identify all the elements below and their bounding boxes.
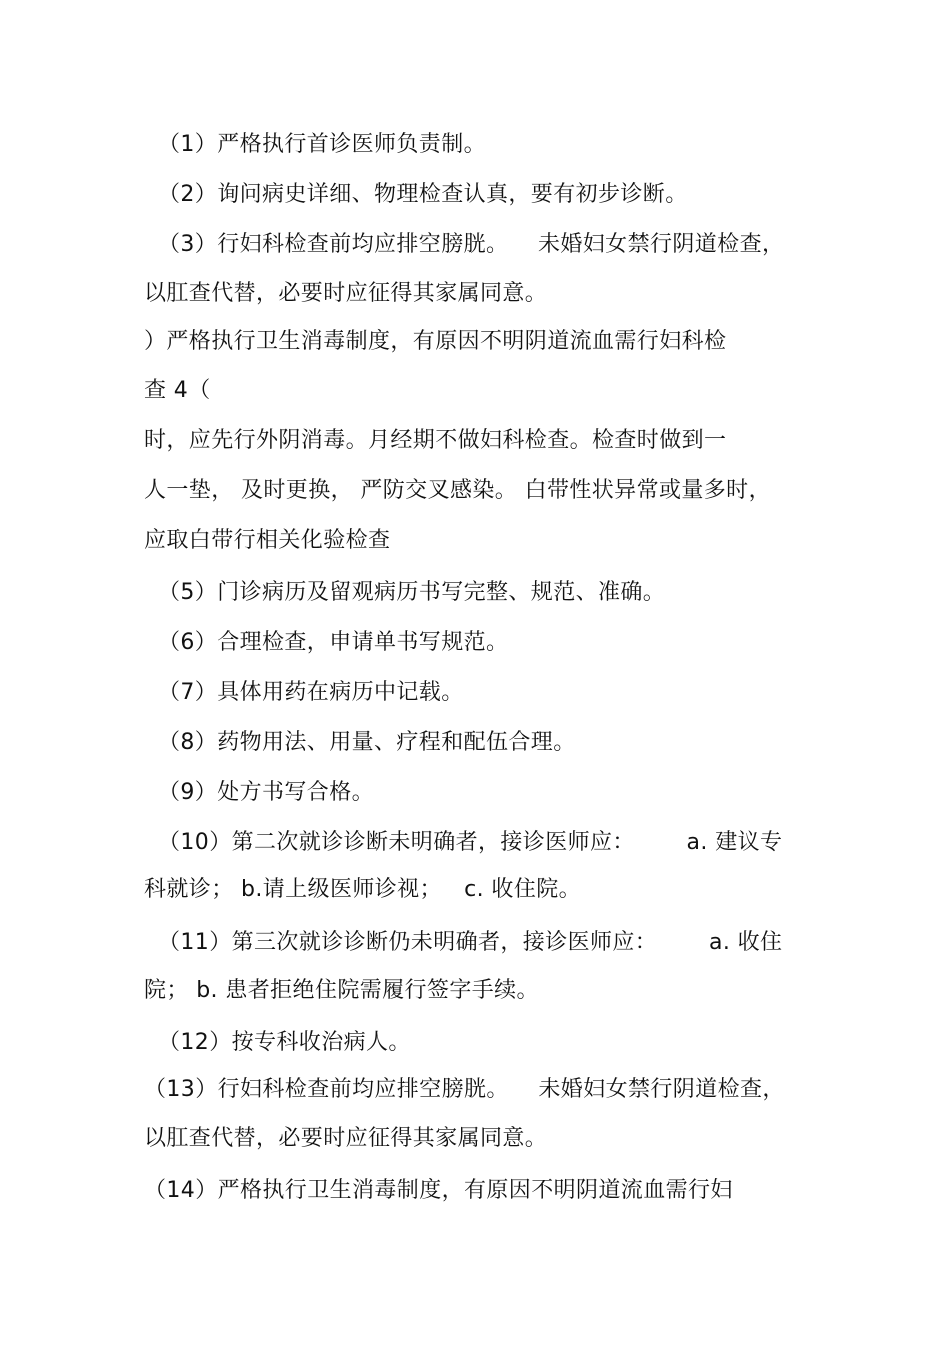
text-line-20: （13）行妇科检查前均应排空膀胱。 未婚妇女禁行阴道检查， [144, 1077, 785, 1102]
text-line-2: （2）询问病史详细、物理检查认真，要有初步诊断。 [158, 182, 688, 207]
text-line-10: （5）门诊病历及留观病历书写完整、规范、准确。 [158, 580, 666, 605]
text-line-13: （8）药物用法、用量、疗程和配伍合理。 [158, 730, 576, 755]
text-line-18: 院； b. 患者拒绝住院需履行签字手续。 [144, 978, 539, 1003]
text-line-8: 人一垫， 及时更换， 严防交叉感染。 白带性状异常或量多时， [144, 478, 771, 503]
text-line-16: 科就诊； b.请上级医师诊视； c. 收住院。 [144, 877, 582, 902]
text-line-3: （3）行妇科检查前均应排空膀胱。 未婚妇女禁行阴道检查， [158, 232, 785, 257]
text-line-6: 查 4（ [144, 378, 211, 403]
text-line-4: 以肛查代替，必要时应征得其家属同意。 [144, 281, 548, 306]
text-line-21: 以肛查代替，必要时应征得其家属同意。 [144, 1126, 548, 1151]
text-line-17: （11）第三次就诊诊断仍未明确者，接诊医师应： a. 收住 [158, 930, 783, 955]
text-line-12: （7）具体用药在病历中记载。 [158, 680, 464, 705]
text-line-7: 时，应先行外阴消毒。月经期不做妇科检查。检查时做到一 [144, 428, 727, 453]
text-line-14: （9）处方书写合格。 [158, 780, 374, 805]
text-line-1: （1）严格执行首诊医师负责制。 [158, 132, 486, 157]
text-line-19: （12）按专科收治病人。 [158, 1030, 411, 1055]
text-line-5: ）严格执行卫生消毒制度，有原因不明阴道流血需行妇科检 [144, 329, 727, 354]
text-line-11: （6）合理检查，申请单书写规范。 [158, 630, 509, 655]
text-line-15: （10）第二次就诊诊断未明确者，接诊医师应： a. 建议专 [158, 830, 783, 855]
text-line-9: 应取白带行相关化验检查 [144, 528, 391, 553]
text-line-22: （14）严格执行卫生消毒制度，有原因不明阴道流血需行妇 [144, 1178, 733, 1203]
